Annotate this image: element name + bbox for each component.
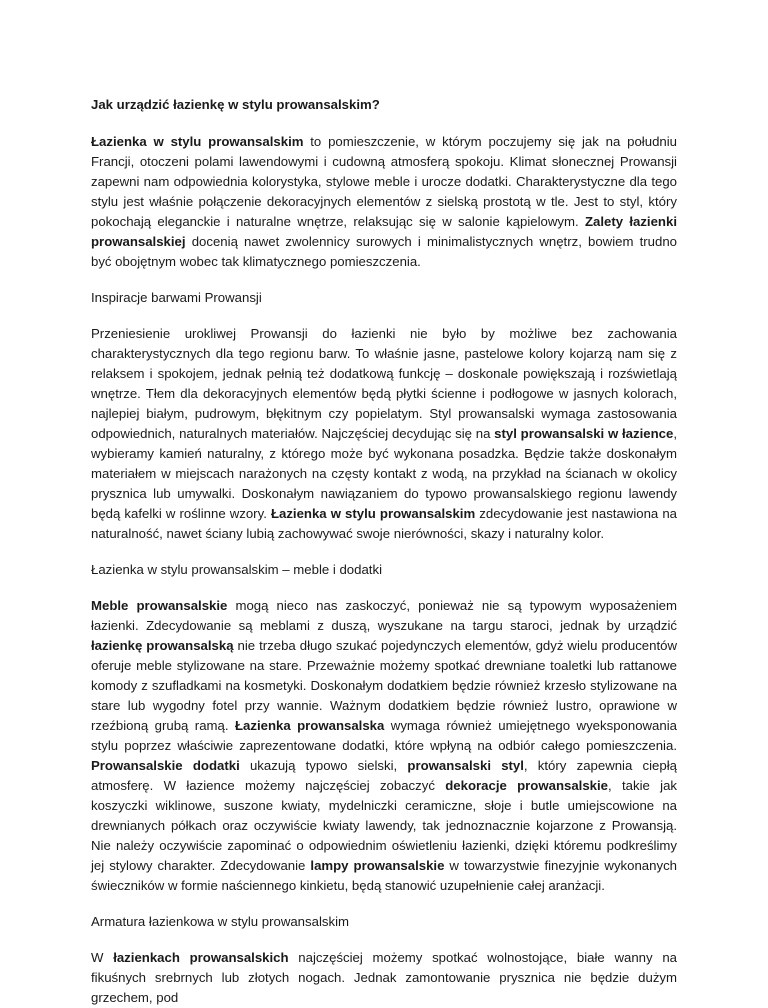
text-run: łazienkę prowansalską — [91, 638, 234, 653]
text-run: lampy prowansalskie — [310, 858, 445, 873]
text-run: mogą nieco nas zaskoczyć, ponieważ nie są typowym wyposażeniem łazienki. Zdecydowanie są meblami z duszą, wyszukane na targu staroci, jednak by urządzić — [91, 598, 677, 633]
text-run: W — [91, 950, 114, 965]
text-run: najczęściej możemy spotkać wolnostojące, białe wanny na fikuśnych srebrnych lub złotych nogach. Jednak zamontowanie prysznica nie będzie dużym grzechem, pod — [91, 950, 677, 1005]
section-heading-furniture: Łazienka w stylu prowansalskim – meble i dodatki — [91, 562, 382, 577]
text-run: ukazują typowo sielski, — [239, 758, 408, 773]
text-run: to pomieszczenie, w którym poczujemy się jak na południu Francji, otoczeni polami lawendowymi i cudowną atmosferą spokoju. Klimat słonecznej Prowansji zapewni nam odpowiednia kolorystyka, stylowe meble i urocze dodatki. Charakterystyczne dla tego stylu jest właśnie połączenie dekoracyjnych elementów z sielską prostotą w tle. Jest to styl, który pokochają eleganckie i naturalne wnętrze, relaksując się w salonie kąpielowym. — [91, 134, 677, 229]
text-run: w towarzystwie finezyjnie wykonanych świeczników w formie naściennego kinkietu, będą stanowić uzupełnienie całej aranżacji. — [91, 858, 677, 893]
text-run: Łazienka w stylu prowansalskim — [91, 134, 304, 149]
text-run: styl prowansalski w łazience — [494, 426, 674, 441]
text-run: , takie jak koszyczki wiklinowe, suszone kwiaty, mydelniczki ceramiczne, słoje i butle umiejscowione na drewnianych półkach oraz oczywiście kwiaty lawendy, tak jednoznacznie kojarzone z Prowansją. Nie należy oczywiście zapominać o odpowiednim oświetleniu łazienki, dzięki któremu podkreślimy jej stylowy charakter. Zdecydowanie — [91, 778, 677, 873]
text-run: docenią nawet zwolennicy surowych i minimalistycznych wnętrz, bowiem trudno być obojętnym wobec tak klimatycznego pomieszczenia. — [91, 234, 677, 269]
colors-paragraph — [91, 324, 677, 544]
fixtures-paragraph — [91, 948, 677, 1008]
text-run: , wybieramy kamień naturalny, z którego może być wykonana posadzka. Będzie także doskonałym materiałem w miejscach narażonych na częsty kontakt z wodą, na przykład na ścianach w okolicy prysznica lub umywalki. Doskonałym nawiązaniem do typowo prowansalskiego regionu lawendy będą kafelki w roślinne wzory. — [91, 426, 678, 521]
text-run: Zalety łazienki prowansalskiej — [91, 214, 677, 249]
intro-paragraph — [91, 132, 677, 272]
text-run: Meble prowansalskie — [91, 598, 228, 613]
text-run: , który zapewnia ciepłą atmosferę. W łazience możemy najczęściej zobaczyć — [91, 758, 677, 793]
document-title: Jak urządzić łazienkę w stylu prowansalskim? — [91, 97, 380, 112]
text-run: Łazienka prowansalska — [234, 718, 385, 733]
text-run: nie trzeba długo szukać pojedynczych elementów, gdyż wielu producentów oferuje meble stylizowane na stare. Przeważnie możemy spotkać drewniane toaletki lub rattanowe komody z szufladkami na kosmetyki. Doskonałym dodatkiem będzie również krzesło stylizowane na stare lub wygodny fotel przy wannie. Ważnym dodatkiem będzie również lustro, oprawione w rzeźbioną grubą ramą. — [91, 638, 677, 733]
furniture-paragraph — [91, 596, 677, 896]
text-run: dekoracje prowansalskie — [445, 778, 609, 793]
section-heading-fixtures: Armatura łazienkowa w stylu prowansalskim — [91, 914, 349, 929]
text-run: łazienkach prowansalskich — [113, 950, 289, 965]
text-run: Łazienka w stylu prowansalskim — [270, 506, 476, 521]
section-heading-colors: Inspiracje barwami Prowansji — [91, 290, 262, 305]
text-run: Prowansalskie dodatki — [91, 758, 240, 773]
text-run: zdecydowanie jest nastawiona na naturalność, nawet ściany lubią zachowywać swoje nierówności, skazy i naturalny kolor. — [91, 506, 677, 541]
text-run: Przeniesienie urokliwej Prowansji do łazienki nie było by możliwe bez zachowania charakterystycznych dla tego regionu barw. To właśnie jasne, pastelowe kolory kojarzą nam się z relaksem i spokojem, jednak pełnią też dodatkową funkcję – doskonale powiększają i rozświetlają wnętrze. Tłem dla dekoracyjnych elementów będą płytki ścienne i podłogowe w jasnych kolorach, najlepiej białym, pudrowym, błękitnym czy popielatym. Styl prowansalski wymaga zastosowania odpowiednich, naturalnych materiałów. Najczęściej decydując się na — [91, 326, 677, 441]
text-run: wymaga również umiejętnego wyeksponowania stylu poprzez właściwie zaprezentowane dodatki, które wpłyną na odbiór całego pomieszczenia. — [91, 718, 677, 753]
text-run: prowansalski styl — [407, 758, 524, 773]
